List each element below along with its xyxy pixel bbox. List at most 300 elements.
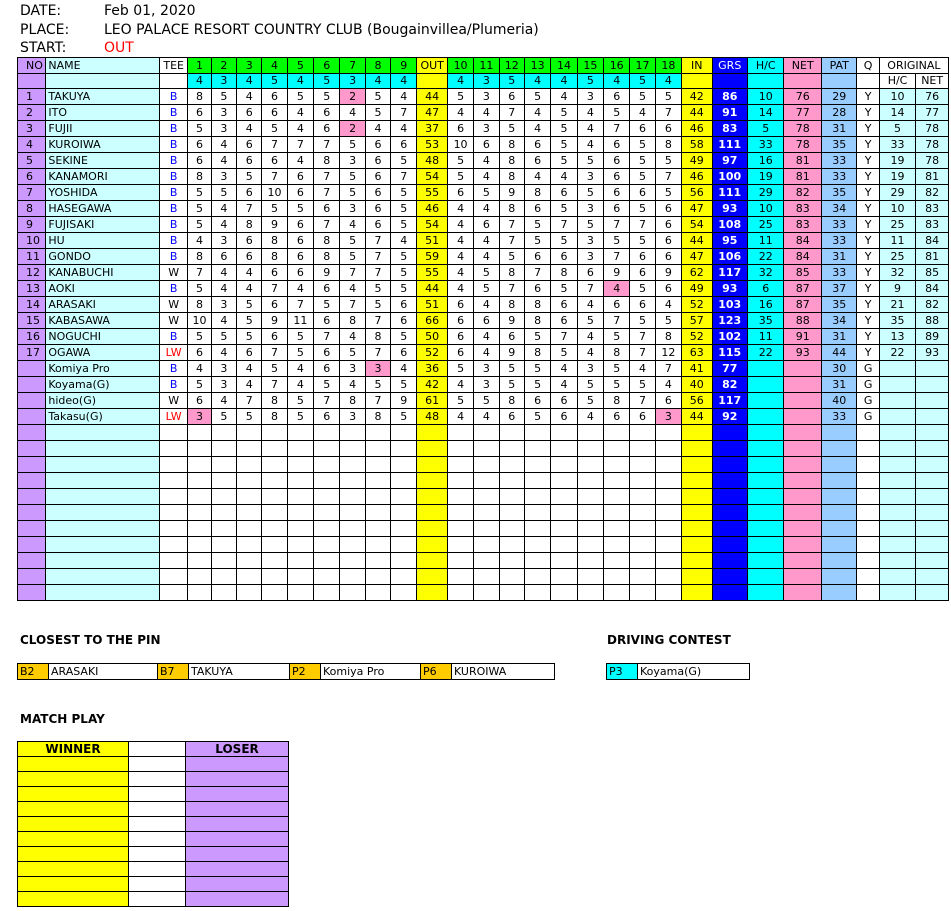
empty-cell	[499, 553, 524, 569]
player-name: FUJISAKI	[46, 217, 160, 233]
hole-score: 4	[211, 217, 236, 233]
empty-row	[18, 553, 949, 569]
empty-cell	[365, 585, 390, 601]
putts: 33	[822, 217, 857, 233]
hole-score: 3	[211, 233, 236, 249]
empty-cell	[314, 585, 340, 601]
empty-cell	[747, 425, 784, 441]
hole-score: 6	[287, 249, 313, 265]
winner-cell	[18, 757, 129, 772]
match-row	[18, 877, 289, 892]
hole-score: 6	[188, 137, 211, 153]
empty-cell	[784, 489, 822, 505]
empty-cell	[630, 425, 655, 441]
original-net: 82	[916, 185, 949, 201]
out-blank	[417, 74, 447, 89]
hole-header: 7	[340, 58, 365, 74]
match-row	[18, 892, 289, 907]
empty-cell	[262, 521, 287, 537]
hole-score: 5	[447, 169, 473, 185]
empty-cell	[391, 425, 417, 441]
empty-cell	[499, 585, 524, 601]
empty-cell	[604, 553, 630, 569]
empty-cell	[916, 489, 949, 505]
in-total: 46	[682, 169, 712, 185]
empty-cell	[474, 457, 499, 473]
hole-score: 2	[340, 121, 365, 137]
empty-cell	[682, 473, 712, 489]
empty-cell	[474, 489, 499, 505]
hole-score: 5	[391, 265, 417, 281]
player-row	[18, 393, 949, 409]
hole-score: 3	[340, 409, 365, 425]
empty-cell	[340, 425, 365, 441]
par-cell: 4	[524, 74, 550, 89]
hole-score: 4	[604, 281, 630, 297]
empty-cell	[655, 585, 681, 601]
empty-cell	[879, 553, 916, 569]
hole-score: 7	[630, 217, 655, 233]
hole-score: 5	[655, 313, 681, 329]
hole-score: 7	[499, 105, 524, 121]
hole-score: 4	[474, 297, 499, 313]
qualifier: Y	[857, 313, 879, 329]
hole-score: 5	[655, 185, 681, 201]
empty-cell	[747, 505, 784, 521]
hole-score: 10	[262, 185, 287, 201]
original-net: 78	[916, 153, 949, 169]
hole-score: 7	[391, 105, 417, 121]
hole-score: 5	[262, 361, 287, 377]
empty-cell	[417, 521, 447, 537]
empty-cell	[46, 473, 160, 489]
empty-cell	[211, 537, 236, 553]
net-blank	[784, 74, 822, 89]
hole-score: 6	[630, 409, 655, 425]
hole-score: 5	[577, 185, 603, 201]
hole-score: 7	[262, 137, 287, 153]
hole-score: 4	[237, 89, 262, 105]
empty-cell	[188, 537, 211, 553]
hole-score: 3	[577, 361, 603, 377]
hole-header: 14	[551, 58, 577, 74]
hole-score: 4	[211, 313, 236, 329]
player-tee: B	[159, 217, 187, 233]
hole-score: 5	[391, 409, 417, 425]
hole-score: 7	[314, 393, 340, 409]
hole-score: 8	[499, 297, 524, 313]
putts: 44	[822, 345, 857, 361]
empty-cell	[857, 473, 879, 489]
hole-score: 8	[340, 393, 365, 409]
par-cell: 3	[474, 74, 499, 89]
hole-score: 7	[365, 265, 390, 281]
empty-cell	[237, 489, 262, 505]
hole-score: 5	[447, 361, 473, 377]
hole-score: 5	[447, 393, 473, 409]
hole-score: 6	[655, 121, 681, 137]
in-total: 58	[682, 137, 712, 153]
hole-score: 7	[314, 169, 340, 185]
empty-cell	[630, 441, 655, 457]
hc-header: H/C	[747, 58, 784, 74]
in-total: 47	[682, 201, 712, 217]
empty-cell	[499, 505, 524, 521]
player-row	[18, 377, 949, 393]
hole-score: 3	[474, 121, 499, 137]
hole-score: 5	[365, 297, 390, 313]
date-line	[20, 3, 196, 19]
hole-score: 6	[314, 281, 340, 297]
empty-cell	[46, 521, 160, 537]
no-header: NO	[18, 58, 46, 74]
putts: 33	[822, 169, 857, 185]
empty-cell	[237, 585, 262, 601]
in-total: 47	[682, 249, 712, 265]
empty-cell	[712, 505, 747, 521]
hc-blank	[747, 74, 784, 89]
empty-cell	[916, 569, 949, 585]
out-total: 48	[417, 409, 447, 425]
in-total: 52	[682, 329, 712, 345]
hole-score: 8	[499, 137, 524, 153]
hole-score: 6	[447, 329, 473, 345]
hole-score: 5	[524, 361, 550, 377]
empty-cell	[365, 489, 390, 505]
par-cell: 3	[340, 74, 365, 89]
hole-score: 7	[630, 329, 655, 345]
hole-score: 6	[365, 137, 390, 153]
empty-cell	[391, 585, 417, 601]
empty-row	[18, 441, 949, 457]
empty-cell	[447, 425, 473, 441]
hole-score: 4	[211, 265, 236, 281]
hole-score: 8	[237, 217, 262, 233]
empty-cell	[474, 569, 499, 585]
hole-score: 8	[524, 345, 550, 361]
hole-score: 5	[499, 121, 524, 137]
player-tee: B	[159, 137, 187, 153]
handicap: 29	[747, 185, 784, 201]
player-tee: LW	[159, 409, 187, 425]
hole-score: 5	[524, 409, 550, 425]
hole-score: 6	[237, 137, 262, 153]
hole-score: 6	[262, 329, 287, 345]
hole-score: 5	[287, 89, 313, 105]
net-score: 76	[784, 89, 822, 105]
handicap: 19	[747, 169, 784, 185]
closest-to-pin-title: CLOSEST TO THE PIN	[20, 633, 161, 647]
hole-score: 4	[474, 345, 499, 361]
player-tee: B	[159, 201, 187, 217]
in-total: 52	[682, 297, 712, 313]
empty-cell	[262, 441, 287, 457]
hole-score: 3	[340, 201, 365, 217]
qualifier: Y	[857, 265, 879, 281]
hole-score: 7	[365, 345, 390, 361]
hole-score: 5	[365, 281, 390, 297]
date-value: Feb 01, 2020	[104, 3, 196, 19]
empty-cell	[712, 489, 747, 505]
empty-cell	[682, 521, 712, 537]
empty-cell	[630, 537, 655, 553]
player-no	[18, 361, 46, 377]
empty-cell	[499, 457, 524, 473]
hole-score: 4	[551, 377, 577, 393]
empty-cell	[188, 489, 211, 505]
empty-cell	[391, 553, 417, 569]
empty-cell	[499, 521, 524, 537]
empty-cell	[188, 521, 211, 537]
hole-score: 4	[188, 233, 211, 249]
hole-score: 7	[365, 249, 390, 265]
empty-cell	[747, 553, 784, 569]
hole-score: 5	[604, 377, 630, 393]
hole-score: 6	[604, 185, 630, 201]
out-total: 37	[417, 121, 447, 137]
empty-cell	[630, 489, 655, 505]
hole-score: 7	[604, 217, 630, 233]
empty-cell	[524, 457, 550, 473]
empty-cell	[784, 537, 822, 553]
empty-cell	[655, 521, 681, 537]
empty-cell	[211, 457, 236, 473]
hole-score: 8	[262, 409, 287, 425]
empty-cell	[287, 521, 313, 537]
hole-score: 6	[365, 217, 390, 233]
loser-cell	[186, 772, 289, 787]
qualifier: G	[857, 361, 879, 377]
empty-cell	[447, 569, 473, 585]
empty-cell	[474, 473, 499, 489]
winner-cell	[18, 877, 129, 892]
original-net: 81	[916, 249, 949, 265]
player-no: 2	[18, 105, 46, 121]
original-hc	[879, 361, 916, 377]
qualifier: Y	[857, 121, 879, 137]
hole-score: 6	[365, 201, 390, 217]
hole-header: 17	[630, 58, 655, 74]
vs-cell	[129, 892, 186, 907]
hole-score: 5	[604, 361, 630, 377]
hole-score: 6	[237, 233, 262, 249]
gross-score: 97	[712, 153, 747, 169]
empty-cell	[18, 553, 46, 569]
par-cell: 5	[262, 74, 287, 89]
hole-score: 3	[577, 249, 603, 265]
empty-cell	[159, 489, 187, 505]
gross-score: 117	[712, 265, 747, 281]
hole-score: 7	[287, 297, 313, 313]
hole-score: 4	[655, 297, 681, 313]
net-score	[784, 377, 822, 393]
in-total: 44	[682, 409, 712, 425]
hole-header: 2	[211, 58, 236, 74]
handicap: 16	[747, 153, 784, 169]
handicap: 11	[747, 329, 784, 345]
empty-cell	[551, 585, 577, 601]
empty-cell	[577, 553, 603, 569]
empty-row	[18, 457, 949, 473]
empty-cell	[211, 569, 236, 585]
hole-score: 5	[391, 329, 417, 345]
gross-score: 115	[712, 345, 747, 361]
empty-cell	[879, 425, 916, 441]
hole-score: 6	[391, 297, 417, 313]
hole-score: 5	[391, 249, 417, 265]
hole-score: 6	[447, 185, 473, 201]
hole-score: 9	[499, 185, 524, 201]
player-tee: B	[159, 105, 187, 121]
player-no: 9	[18, 217, 46, 233]
empty-cell	[262, 569, 287, 585]
gross-score: 111	[712, 137, 747, 153]
empty-cell	[655, 473, 681, 489]
handicap: 5	[747, 121, 784, 137]
hole-score: 7	[287, 137, 313, 153]
empty-cell	[391, 537, 417, 553]
player-row	[18, 121, 949, 137]
empty-cell	[524, 425, 550, 441]
empty-cell	[237, 457, 262, 473]
empty-cell	[18, 585, 46, 601]
hole-score: 6	[524, 201, 550, 217]
winner-cell	[18, 832, 129, 847]
net-score: 83	[784, 217, 822, 233]
gross-score: 108	[712, 217, 747, 233]
hole-score: 5	[551, 233, 577, 249]
qualifier: Y	[857, 329, 879, 345]
hole-score: 5	[391, 153, 417, 169]
empty-cell	[916, 473, 949, 489]
hole-score: 8	[655, 329, 681, 345]
date-label: DATE:	[20, 3, 62, 19]
net-score: 85	[784, 265, 822, 281]
empty-cell	[391, 457, 417, 473]
empty-cell	[417, 553, 447, 569]
empty-cell	[655, 457, 681, 473]
empty-cell	[551, 425, 577, 441]
winner-name: Komiya Pro	[323, 665, 385, 678]
hole-score: 5	[577, 313, 603, 329]
hole-score: 8	[524, 313, 550, 329]
empty-cell	[577, 457, 603, 473]
empty-cell	[447, 505, 473, 521]
empty-cell	[417, 425, 447, 441]
player-row	[18, 345, 949, 361]
empty-cell	[237, 441, 262, 457]
hole-score: 4	[211, 137, 236, 153]
empty-cell	[630, 553, 655, 569]
winner-cell	[18, 787, 129, 802]
hole-score: 8	[340, 313, 365, 329]
hole-score: 9	[391, 393, 417, 409]
empty-cell	[391, 521, 417, 537]
hole-score: 5	[287, 393, 313, 409]
empty-cell	[577, 489, 603, 505]
empty-cell	[879, 489, 916, 505]
par-cell: 4	[287, 74, 313, 89]
empty-cell	[551, 489, 577, 505]
hole-score: 6	[630, 185, 655, 201]
gross-score: 93	[712, 201, 747, 217]
empty-cell	[314, 553, 340, 569]
hole-score: 9	[262, 313, 287, 329]
hole-score: 5	[577, 393, 603, 409]
empty-cell	[188, 441, 211, 457]
handicap	[747, 361, 784, 377]
empty-cell	[237, 537, 262, 553]
hole-score: 6	[604, 169, 630, 185]
hole-header: 3	[237, 58, 262, 74]
player-tee: W	[159, 313, 187, 329]
hole-score: 4	[447, 249, 473, 265]
hole-score: 4	[447, 377, 473, 393]
empty-cell	[262, 537, 287, 553]
in-blank	[682, 74, 712, 89]
hole-score: 10	[188, 313, 211, 329]
hole-header: 4	[262, 58, 287, 74]
hole-score: 8	[655, 137, 681, 153]
empty-cell	[417, 537, 447, 553]
hole-score: 6	[577, 265, 603, 281]
player-name: Komiya Pro	[46, 361, 160, 377]
player-no: 15	[18, 313, 46, 329]
empty-cell	[822, 489, 857, 505]
empty-cell	[682, 537, 712, 553]
name-blank	[46, 74, 160, 89]
vs-cell	[129, 832, 186, 847]
player-name: ITO	[46, 105, 160, 121]
empty-cell	[822, 521, 857, 537]
hole-score: 5	[365, 377, 390, 393]
empty-cell	[417, 569, 447, 585]
par-cell: 5	[577, 74, 603, 89]
putts: 40	[822, 393, 857, 409]
empty-cell	[46, 441, 160, 457]
closest-to-pin-entry	[289, 663, 421, 680]
hole-score: 5	[630, 201, 655, 217]
empty-cell	[604, 457, 630, 473]
hole-score: 7	[524, 265, 550, 281]
hole-score: 4	[287, 153, 313, 169]
player-no: 12	[18, 265, 46, 281]
hole-score: 4	[474, 329, 499, 345]
qualifier: Y	[857, 105, 879, 121]
empty-cell	[822, 457, 857, 473]
name-header: NAME	[46, 58, 160, 74]
net-score: 91	[784, 329, 822, 345]
hole-score: 4	[551, 89, 577, 105]
hole-score: 9	[655, 265, 681, 281]
empty-cell	[159, 505, 187, 521]
vs-header	[129, 742, 186, 757]
empty-cell	[577, 505, 603, 521]
hole-score: 6	[524, 393, 550, 409]
header-row	[18, 58, 949, 74]
empty-cell	[365, 553, 390, 569]
handicap: 10	[747, 89, 784, 105]
net-score: 78	[784, 121, 822, 137]
loser-cell	[186, 802, 289, 817]
empty-cell	[211, 441, 236, 457]
par-cell: 4	[447, 74, 473, 89]
hole-score: 7	[604, 249, 630, 265]
par-cell: 4	[604, 74, 630, 89]
hole-score: 8	[262, 393, 287, 409]
player-row	[18, 249, 949, 265]
hole-score: 8	[188, 169, 211, 185]
